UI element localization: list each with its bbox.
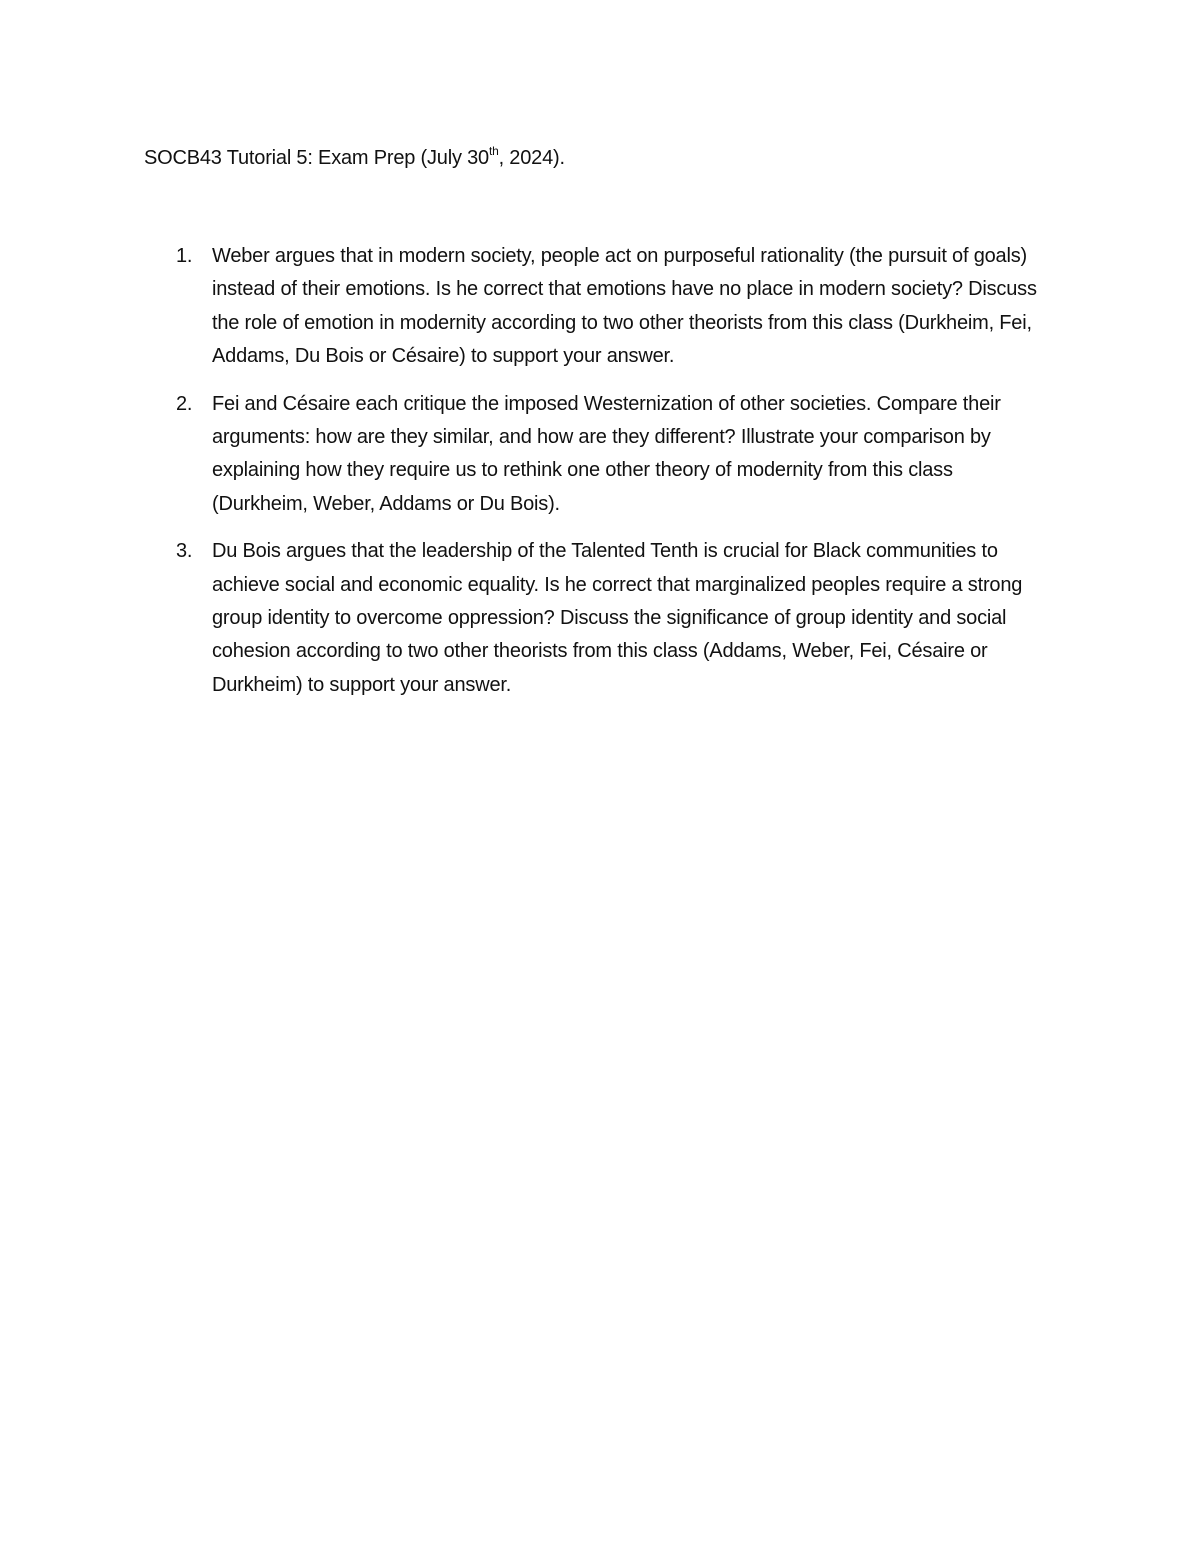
question-item bbox=[144, 240, 1044, 374]
question-item bbox=[144, 388, 1044, 522]
question-text: Du Bois argues that the leadership of the Talented Tenth is crucial for Black communities to achieve social and economic equality. Is he correct that marginalized peoples require a strong group identity to overcome oppression? Discuss the significance of group identity and social cohesion according to two other theorists from this class (Addams, Weber, Fei, Césaire or Durkheim) to support your answer. bbox=[212, 540, 1023, 696]
question-list bbox=[144, 240, 1044, 716]
question-number: 1. bbox=[176, 245, 193, 267]
document-title bbox=[144, 143, 565, 173]
title-date-suffix: , 2024). bbox=[498, 147, 565, 169]
title-superscript: th bbox=[488, 144, 499, 159]
question-text: Fei and Césaire each critique the imposed Westernization of other societies. Compare their arguments: how are they similar, and how are they different? Illustrate your comparison by explaining how they require us to rethink one other theory of modernity from this class (Durkheim, Weber, Addams or Du Bois). bbox=[212, 392, 1001, 515]
question-text: Weber argues that in modern society, people act on purposeful rationality (the pursuit of goals) instead of their emotions. Is he correct that emotions have no place in modern society? Discuss the role of emotion in modernity according to two other theorists from this class (Durkheim, Fei, Addams, Du Bois or Césaire) to support your answer. bbox=[212, 245, 1037, 368]
question-item bbox=[144, 535, 1044, 702]
question-number: 2. bbox=[176, 392, 193, 415]
title-text: SOCB43 Tutorial 5: Exam Prep (July 30 bbox=[144, 147, 489, 169]
question-number: 3. bbox=[176, 540, 193, 563]
